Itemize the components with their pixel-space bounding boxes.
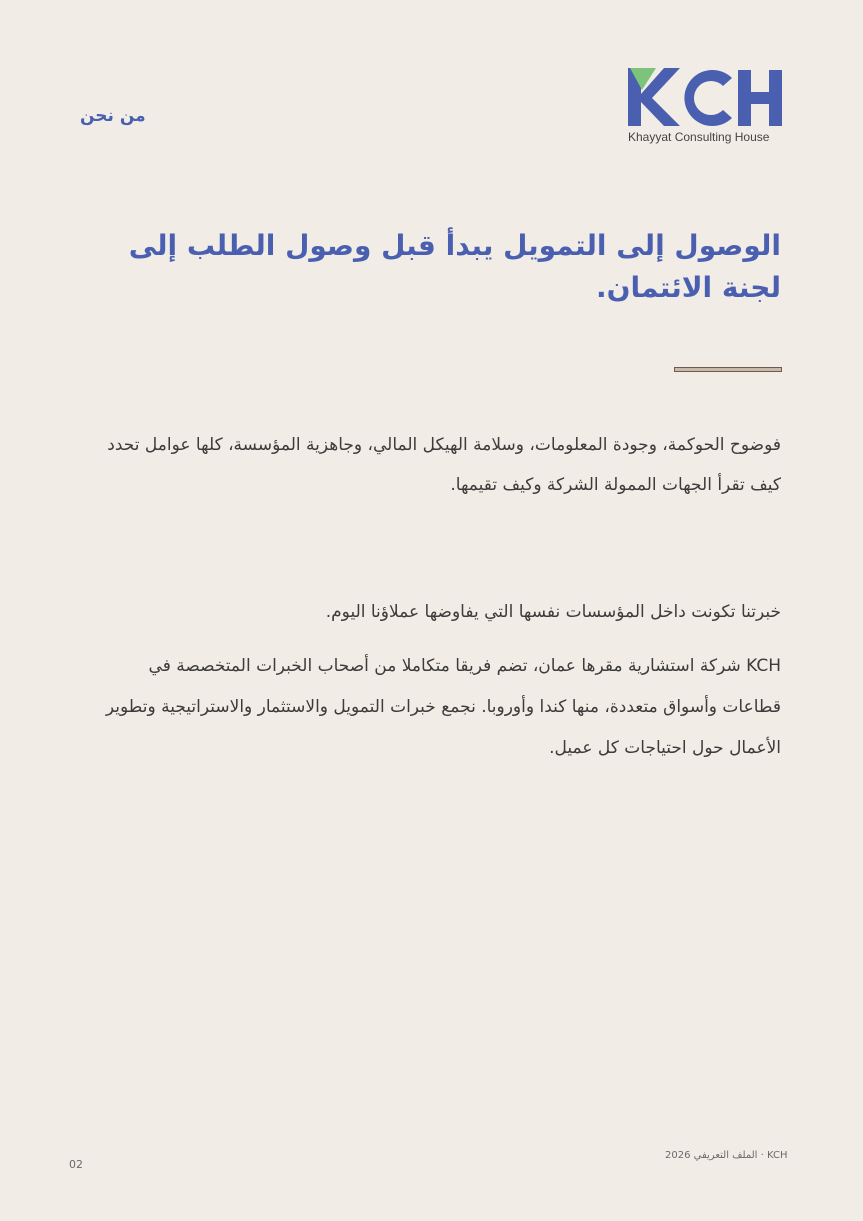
experience-paragraph: خبرتنا تكونت داخل المؤسسات نفسها التي يفاوضها عملاؤنا اليوم. <box>325 602 781 622</box>
footer-doc-label: KCH · الملف التعريفي 2026 <box>665 1150 788 1161</box>
company-paragraph: KCH شركة استشارية مقرها عمان، تضم فريقا متكاملا من أصحاب الخبرات المتخصصة في قطاعات وأسواق متعددة، منها كندا وأوروبا. نجمع خبرات التمويل والاستثمار والاستراتيجية وتطوير الأعمال حول احتياجات كل عميل. <box>105 656 781 758</box>
kch-logo-mark <box>628 68 784 128</box>
page-headline: الوصول إلى التمويل يبدأ قبل وصول الطلب إلى لجنة الائتمان. <box>128 229 781 304</box>
page-number: 02 <box>69 1158 83 1171</box>
kch-logo <box>628 68 784 148</box>
section-label: من نحن <box>80 106 146 126</box>
intro-paragraph: فوضوح الحوكمة، وجودة المعلومات، وسلامة الهيكل المالي، وجاهزية المؤسسة، كلها عوامل تحدد كيف تقرأ الجهات الممولة الشركة وكيف تقيمها. <box>107 435 781 495</box>
section-divider <box>674 367 782 372</box>
logo-tagline: Khayyat Consulting House <box>628 130 770 144</box>
